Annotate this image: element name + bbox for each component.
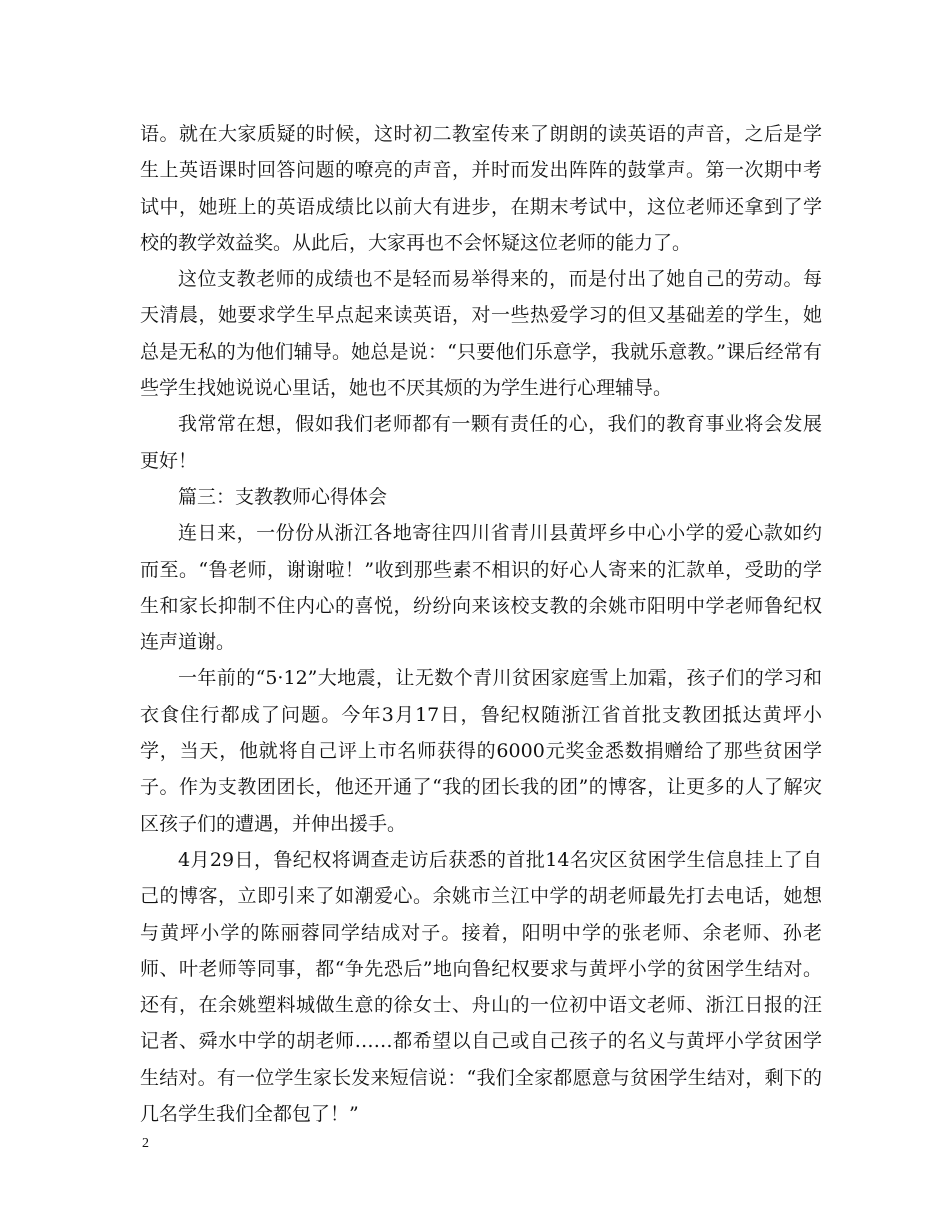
section-heading: 篇三：支教教师心得体会 <box>178 485 388 508</box>
page-number: 2 <box>142 1136 149 1151</box>
paragraph-continuation: 语。就在大家质疑的时候，这时初二教室传来了朗朗的读英语的声音，之后是学生上英语课时回答问题的嘹亮的声音，并时而发出阵阵的鼓掌声。第一次期中考试中，她班上的英语成绩比以前大有进步，在期末考试中，这位老师还拿到了学校的教学效益奖。从此后，大家再也不会怀疑这位老师的能力了。 <box>140 123 822 254</box>
document-body <box>140 116 822 1132</box>
paragraph: 4月29日，鲁纪权将调查走访后获悉的首批14名灾区贫困学生信息挂上了自己的博客，立即引来了如潮爱心。余姚市兰江中学的胡老师最先打去电话，她想与黄坪小学的陈丽蓉同学结成对子。接着，阳明中学的张老师、余老师、孙老师、叶老师等同事，都“争先恐后”地向鲁纪权要求与黄坪小学的贫困学生结对。还有，在余姚塑料城做生意的徐女士、舟山的一位初中语文老师、浙江日报的汪记者、舜水中学的胡老师……都希望以自己或自己孩子的名义与黄坪小学贫困学生结对。有一位学生家长发来短信说：“我们全家都愿意与贫困学生结对，剩下的几名学生我们全都包了！” <box>140 848 822 1126</box>
paragraph: 这位支教老师的成绩也不是轻而易举得来的，而是付出了她自己的劳动。每天清晨，她要求学生早点起来读英语，对一些热爱学习的但又基础差的学生，她总是无私的为他们辅导。她总是说：“只要他们乐意学，我就乐意教。”课后经常有些学生找她说说心里话，她也不厌其烦的为学生进行心理辅导。 <box>140 268 822 400</box>
paragraph: 一年前的“5·12”大地震，让无数个青川贫困家庭雪上加霜，孩子们的学习和衣食住行都成了问题。今年3月17日，鲁纪权随浙江省首批支教团抵达黄坪小学，当天，他就将自己评上市名师获得的6000元奖金悉数捐赠给了那些贫困学子。作为支教团团长，他还开通了“我的团长我的团”的博客，让更多的人了解灾区孩子们的遭遇，并伸出援手。 <box>140 667 822 835</box>
paragraph: 连日来，一份份从浙江各地寄往四川省青川县黄坪乡中心小学的爱心款如约而至。“鲁老师，谢谢啦！”收到那些素不相识的好心人寄来的汇款单，受助的学生和家长抑制不住内心的喜悦，纷纷向来该校支教的余姚市阳明中学老师鲁纪权连声道谢。 <box>140 522 822 654</box>
paragraph: 我常常在想，假如我们老师都有一颗有责任的心，我们的教育事业将会发展更好！ <box>140 413 822 472</box>
